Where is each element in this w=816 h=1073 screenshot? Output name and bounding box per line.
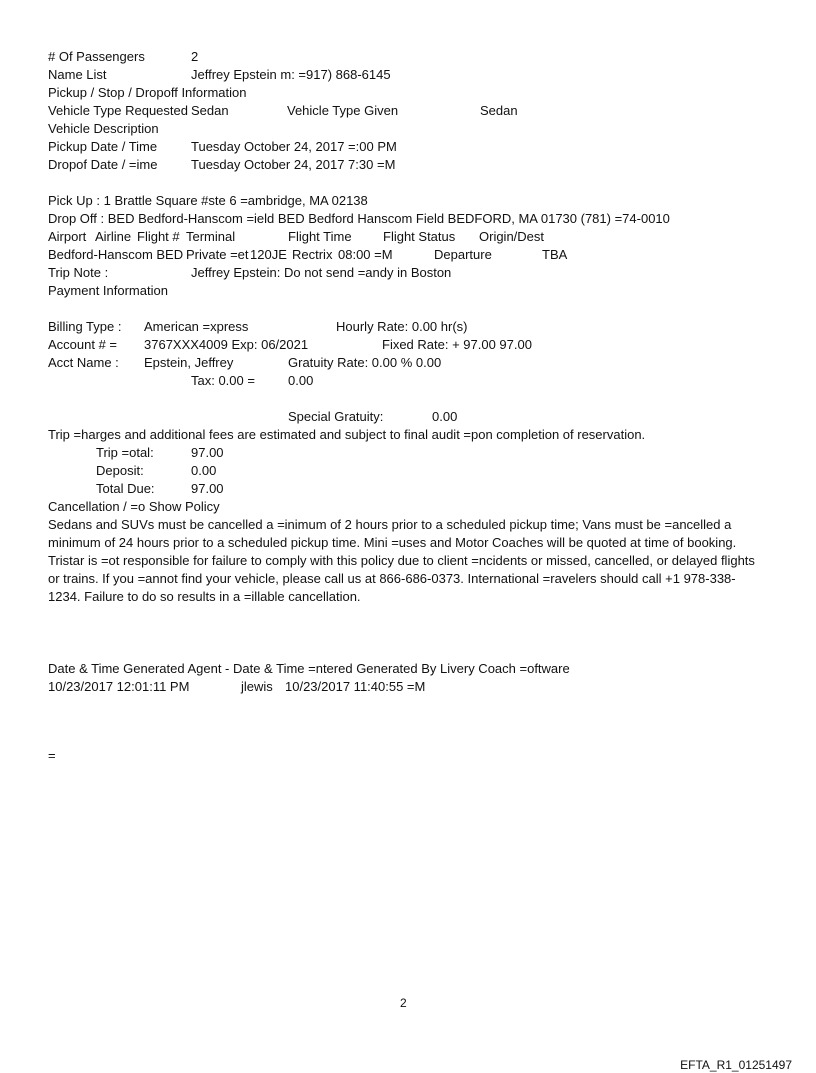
deposit-value: 0.00 — [191, 463, 217, 478]
account-label: Account # = — [48, 337, 118, 352]
payment-heading: Payment Information — [48, 283, 168, 298]
name-list-label: Name List — [48, 67, 107, 82]
pickup-date-row — [48, 138, 778, 156]
policy-title: Cancellation / =o Show Policy — [48, 499, 220, 514]
billing-type-row — [48, 318, 778, 336]
policy-title-row — [48, 498, 778, 516]
generated-values-row — [48, 678, 778, 696]
name-list-value: Jeffrey Epstein m: =917) 868-6145 — [191, 67, 391, 82]
flight-header-origin-dest: Origin/Dest — [479, 229, 545, 244]
dropoff-address: Drop Off : BED Bedford-Hanscom =ield BED Bedford Hanscom Field BEDFORD, MA 01730 (781) =74-0010 — [48, 211, 670, 226]
gratuity-rate: Gratuity Rate: 0.00 % 0.00 — [288, 355, 442, 370]
flight-header-flight-number: Flight # — [137, 229, 180, 244]
flight-origin-dest: TBA — [542, 247, 568, 262]
vehicle-requested-value: Sedan — [191, 103, 229, 118]
tax-value: 0.00 — [288, 373, 314, 388]
account-row — [48, 336, 778, 354]
vehicle-given-label: Vehicle Type Given — [287, 103, 399, 118]
acct-name-label: Acct Name : — [48, 355, 119, 370]
generated-headers-row — [48, 660, 778, 678]
flight-header-airline: Airline — [95, 229, 132, 244]
flight-airline: Private =et — [186, 247, 249, 262]
flight-header-flight-status: Flight Status — [383, 229, 456, 244]
vehicle-requested-label: Vehicle Type Requested — [48, 103, 188, 118]
dropoff-address-row — [48, 210, 778, 228]
document-id-footer: EFTA_R1_01251497 — [680, 1058, 792, 1072]
dropoff-date-row — [48, 156, 778, 174]
date-entered: 10/23/2017 11:40:55 =M — [285, 679, 426, 694]
special-gratuity-row — [48, 408, 778, 426]
dropoff-date-value: Tuesday October 24, 2017 7:30 =M — [191, 157, 396, 172]
dropoff-date-label: Dropof Date / =ime — [48, 157, 158, 172]
billing-type-value: American =xpress — [144, 319, 249, 334]
page-number: 2 — [400, 996, 407, 1010]
agent-name: jlewis — [241, 679, 273, 694]
vehicle-description-label: Vehicle Description — [48, 121, 159, 136]
pickup-date-label: Pickup Date / Time — [48, 139, 158, 154]
flight-number: 120JE — [250, 247, 287, 262]
passengers-row — [48, 48, 778, 66]
total-due-label: Total Due: — [96, 481, 155, 496]
hourly-rate: Hourly Rate: 0.00 hr(s) — [336, 319, 468, 334]
account-value: 3767XXX4009 Exp: 06/2021 — [144, 337, 309, 352]
vehicle-type-row — [48, 102, 778, 120]
trip-total-row — [48, 444, 778, 462]
payment-heading-row — [48, 282, 778, 300]
trip-total-value: 97.00 — [191, 445, 224, 460]
charges-note-row — [48, 426, 778, 444]
trip-note-row — [48, 264, 778, 282]
charges-note: Trip =harges and additional fees are estimated and subject to final audit =pon completion of reservation. — [48, 427, 646, 442]
deposit-row — [48, 462, 778, 480]
date-generated: 10/23/2017 12:01:11 PM — [48, 679, 190, 694]
vehicle-description-row — [48, 120, 778, 138]
pickup-address: Pick Up : 1 Brattle Square #ste 6 =ambridge, MA 02138 — [48, 193, 368, 208]
vehicle-given-value: Sedan — [480, 103, 518, 118]
special-gratuity-value: 0.00 — [432, 409, 458, 424]
flight-terminal: Rectrix — [292, 247, 333, 262]
acct-name-value: Epstein, Jeffrey — [144, 355, 234, 370]
pickup-stop-label: Pickup / Stop / Dropoff Information — [48, 85, 247, 100]
passengers-value: 2 — [191, 49, 199, 64]
document-body — [48, 48, 778, 696]
tax-label: Tax: 0.00 = — [191, 373, 255, 388]
fixed-rate: Fixed Rate: + 97.00 97.00 — [382, 337, 532, 352]
flight-time: 08:00 =M — [338, 247, 393, 262]
pickup-date-value: Tuesday October 24, 2017 =:00 PM — [191, 139, 397, 154]
tax-row — [48, 372, 778, 390]
name-list-row — [48, 66, 778, 84]
trip-note-label: Trip Note : — [48, 265, 109, 280]
flight-airport: Bedford-Hanscom BED — [48, 247, 184, 262]
billing-type-label: Billing Type : — [48, 319, 122, 334]
generated-headers: Date & Time Generated Agent - Date & Time =ntered Generated By Livery Coach =oftware — [48, 661, 570, 676]
total-due-row — [48, 480, 778, 498]
flight-header-terminal: Terminal — [186, 229, 236, 244]
stray-mark: = — [48, 748, 56, 763]
trip-note-value: Jeffrey Epstein: Do not send =andy in Boston — [191, 265, 452, 280]
pickup-address-row — [48, 192, 778, 210]
flight-values-row — [48, 246, 778, 264]
flight-header-airport: Airport — [48, 229, 87, 244]
policy-text: Sedans and SUVs must be cancelled a =inimum of 2 hours prior to a scheduled pickup time; Vans must be =ancelled a minimum of 24 hours prior to a scheduled pickup time. Mini =uses and Motor Coaches will be quoted at time of booking. Tristar is =ot responsible for failure to comply with this policy due to client =ncidents or missed, cancelled, or delayed flights or trains. If you =annot find your vehicle, please call us at 866-686-0373. International =ravelers should call +1 978-338-1234. Failure to do so results in a =illable cancellation. — [48, 517, 755, 604]
passengers-label: # Of Passengers — [48, 49, 145, 64]
deposit-label: Deposit: — [96, 463, 144, 478]
total-due-value: 97.00 — [191, 481, 224, 496]
flight-header-flight-time: Flight Time — [288, 229, 352, 244]
flight-status: Departure — [434, 247, 492, 262]
pickup-stop-heading — [48, 84, 778, 102]
trip-total-label: Trip =otal: — [96, 445, 154, 460]
special-gratuity-label: Special Gratuity: — [288, 409, 384, 424]
acct-name-row — [48, 354, 778, 372]
flight-header-row — [48, 228, 778, 246]
